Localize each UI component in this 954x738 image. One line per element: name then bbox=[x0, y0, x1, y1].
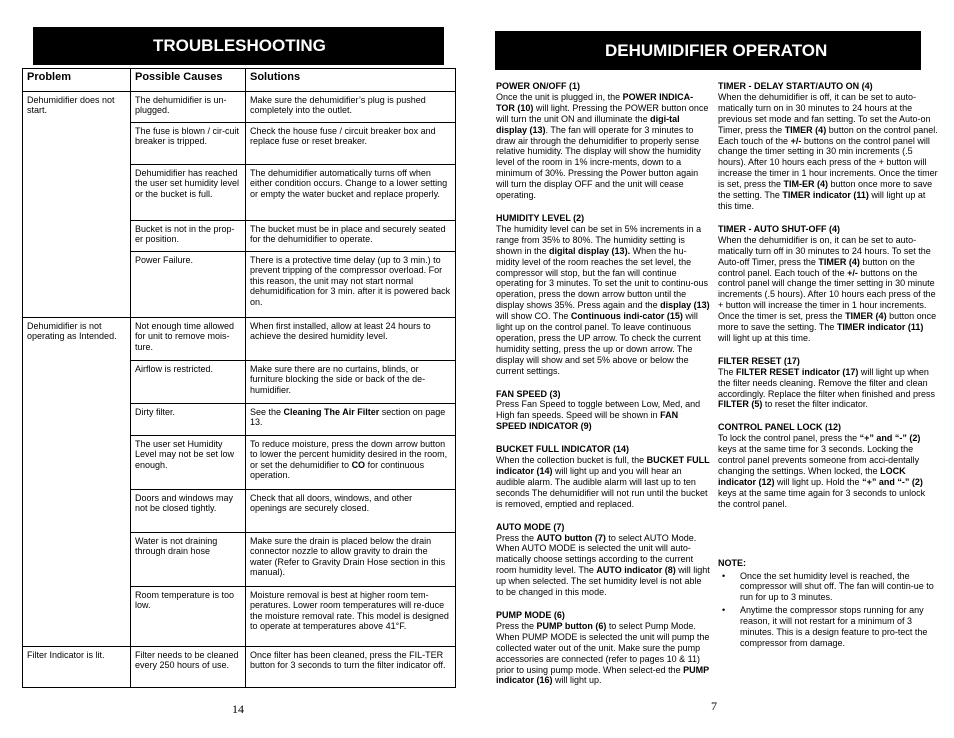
problem-cell: Dehumidifier is not operating as Intended. bbox=[23, 318, 131, 647]
text-segment: To reduce moisture, press the down arrow button to lower the percent humidity desired in the room, or set the dehumidifier to bbox=[250, 439, 448, 470]
bold-text: “+” and “-” (2) bbox=[862, 476, 923, 487]
table-row bbox=[23, 92, 456, 123]
text-segment: When the dehumidifier is on, it can be set to auto-matically turn off in 30 minutes to 24 hours. To set the Auto-off Timer, press the bbox=[718, 234, 931, 267]
note-box bbox=[718, 558, 938, 649]
section-body bbox=[496, 455, 710, 510]
text-segment: section on page 13. bbox=[250, 407, 446, 428]
bold-text: TIM-ER (4) bbox=[783, 179, 829, 190]
cause-cell: Doors and windows may not be closed tightly. bbox=[131, 490, 246, 533]
cause-cell: Airflow is restricted. bbox=[131, 361, 246, 404]
operation-section bbox=[496, 610, 710, 686]
text-segment: will light up on the control panel. To leave continuous operation, press the UP arrow. To check the current humidity setting, press the up or down arrow. The display will show and set 5% above or below the current settings. bbox=[496, 311, 701, 376]
section-body bbox=[496, 92, 710, 201]
section-title: TIMER - AUTO SHUT-OFF (4) bbox=[718, 223, 840, 234]
text-segment: Make sure there are no curtains, blinds, or furniture blocking the side or back of the de-humidifier. bbox=[250, 364, 426, 395]
text-segment: Press the bbox=[496, 620, 537, 631]
text-segment: Moisture removal is best at higher room tem-peratures. Lower room temperatures will re-duce the moisture removal rate. This model is designed to operate at temperatures above 41°F. bbox=[250, 590, 449, 632]
section-title: PUMP MODE (6) bbox=[496, 609, 565, 620]
bold-text: TIMER indicator (11) bbox=[836, 322, 924, 333]
bold-text: LOCK indicator (12) bbox=[718, 466, 906, 487]
bold-text: +/- bbox=[790, 135, 802, 146]
operation-section bbox=[496, 522, 710, 598]
bold-text: TIMER indicator (11) bbox=[782, 190, 869, 201]
solution-cell bbox=[246, 361, 456, 404]
cause-cell: Dirty filter. bbox=[131, 404, 246, 436]
solution-cell bbox=[246, 436, 456, 490]
text-segment: Press the bbox=[496, 532, 537, 543]
table-row bbox=[23, 318, 456, 361]
section-body bbox=[496, 399, 710, 432]
section-title: BUCKET FULL INDICATOR (14) bbox=[496, 444, 630, 455]
bold-text: digital display (13). bbox=[549, 245, 631, 256]
text-segment: When the hu-midity level of the room reaches the set level, the compressor will stop, but the fan will continue operating for 3 minutes. To set the unit to continu-ous operation, press the down arrow button until the display shows 35%. Press again and the bbox=[496, 245, 708, 311]
solution-cell bbox=[246, 92, 456, 123]
bold-text: digi-tal display (13) bbox=[496, 113, 680, 135]
bold-text: POWER INDICA-TOR (10) bbox=[496, 91, 694, 113]
text-segment: . The fan will operate for 3 minutes to draw air through the dehumidifier to properly sense relative humidity. The display will show the humidity level of the room in 1% incre-ments, down to a minimum of 30%. Pressing the Power button again will turn the display OFF and the unit will cease operating. bbox=[496, 124, 701, 201]
note-title: NOTE: bbox=[718, 557, 747, 568]
text-segment: will light up and you will hear an audible alarm. The audible alarm will last up to ten seconds The dehumidifier will not run until the bucket is removed, emptied and replaced. bbox=[496, 466, 708, 509]
bold-text: TIMER (4) bbox=[845, 311, 887, 322]
table-row bbox=[23, 647, 456, 688]
bold-text: PUMP indicator (16) bbox=[496, 664, 709, 686]
text-segment: to select Pump Mode. When PUMP MODE is selected the unit will pump the collected water out of the unit. Make sure the pump accessories are connected (refer to pages 10 & 11) prior to using pump mode. When select-ed the bbox=[496, 620, 710, 675]
text-segment: The dehumidifier automatically turns off when either condition occurs. Change to a lower setting or empty the water bucket and replace properly. bbox=[250, 168, 448, 199]
text-segment: will light up. Hold the bbox=[774, 476, 863, 487]
solution-cell bbox=[246, 533, 456, 587]
text-segment: Make sure the dehumidifier’s plug is pushed completely into the outlet. bbox=[250, 95, 426, 116]
text-segment: buttons on the control panel will change the timer setting in 30 minute increments (.5 hours). After 10 hours each press of the + button will increase the timer in 1 hour increments. Once the timer is set, press the bbox=[718, 267, 936, 322]
bold-text: +/- bbox=[847, 267, 858, 278]
problem-cell: Dehumidifier does not start. bbox=[23, 92, 131, 318]
solution-cell bbox=[246, 165, 456, 221]
cause-cell: Bucket is not in the prop-er position. bbox=[131, 221, 246, 252]
text-segment: button once more to save the setting. The bbox=[718, 179, 933, 201]
section-title: CONTROL PANEL LOCK (12) bbox=[718, 422, 842, 433]
text-segment: to select AUTO Mode. When AUTO MODE is selected the unit will auto-matically choose settings according to the current room humidity level. The bbox=[496, 532, 697, 576]
operation-section bbox=[496, 444, 710, 509]
bold-text: AUTO button (7) bbox=[536, 532, 606, 543]
note-item: • Once the set humidity level is reached, the compressor will shut off. The fan will contin-ue to run for up to 3 minutes. bbox=[740, 571, 938, 604]
section-body bbox=[718, 367, 938, 411]
text-segment: will light up when selected. The set humidity level is not able to be changed in this mode. bbox=[496, 565, 710, 598]
page-number-left: 14 bbox=[232, 702, 244, 716]
operation-section bbox=[718, 81, 938, 212]
solution-cell bbox=[246, 587, 456, 647]
text-segment: Check that all doors, windows, and other openings are securely closed. bbox=[250, 493, 413, 514]
bold-text: “+” and “-” (2) bbox=[859, 433, 921, 444]
text-segment: See the bbox=[250, 407, 284, 417]
section-title: FILTER RESET (17) bbox=[718, 355, 800, 366]
solution-cell bbox=[246, 647, 456, 688]
text-segment: keys at the same time again for 3 seconds to unlock the control panel. bbox=[718, 487, 926, 509]
cause-cell: Water is not draining through drain hose bbox=[131, 533, 246, 587]
solution-cell bbox=[246, 404, 456, 436]
text-segment: When the dehumidifier is off, it can be set to auto-matically turn on in 30 minutes to 24 hours at the previous set mode and fan setting. To set the Auto-on Timer, press the bbox=[718, 91, 931, 135]
bold-text: TIMER (4) bbox=[818, 256, 860, 267]
troubleshooting-table bbox=[22, 68, 456, 688]
section-title: TIMER - DELAY START/AUTO ON (4) bbox=[718, 81, 873, 91]
cause-cell: Dehumidifier has reached the user set humidity level or the bucket is full. bbox=[131, 165, 246, 221]
table-header-row bbox=[23, 69, 456, 92]
bold-text: CO bbox=[351, 459, 366, 470]
text-segment: The bbox=[718, 366, 737, 377]
text-segment: keys at the same time for 3 seconds. Locking the control panel prevents someone from acci-dentally changing the settings. When locked, the bbox=[718, 444, 920, 476]
text-segment: button on the control panel. Each touch of the bbox=[718, 256, 915, 278]
section-body bbox=[496, 533, 710, 598]
cause-cell: Room temperature is too low. bbox=[131, 587, 246, 647]
text-segment: buttons on the control panel will change the timer setting in 30 min increments (.5 hours). After 10 hours each press of the + button will increase the timer in 1 hour increments. Once the timer is set, press the bbox=[718, 135, 938, 190]
text-segment: to reset the filter indicator. bbox=[762, 399, 868, 410]
header-problem: Problem bbox=[23, 69, 131, 92]
text-segment: When the collection bucket is full, the bbox=[496, 455, 647, 466]
cause-cell: Filter needs to be cleaned every 250 hours of use. bbox=[131, 647, 246, 688]
text-segment: for continuous operation. bbox=[250, 459, 425, 481]
text-segment: Once the unit is plugged in, the bbox=[496, 91, 623, 102]
section-title: HUMIDITY LEVEL (2) bbox=[496, 212, 585, 223]
cause-cell: Not enough time allowed for unit to remove mois-ture. bbox=[131, 318, 246, 361]
text-segment: Check the house fuse / circuit breaker box and replace fuse or reset breaker. bbox=[250, 126, 436, 147]
text-segment: The humidity level can be set in 5% increments in a range from 35% to 80%. The humidity setting is shown in the bbox=[496, 223, 702, 256]
note-list bbox=[718, 571, 938, 649]
bold-text: TIMER (4) bbox=[784, 124, 827, 135]
operation-section bbox=[496, 81, 710, 201]
section-body bbox=[718, 433, 938, 509]
bold-text: Continuous indi-cator (15) bbox=[570, 311, 683, 322]
page-number-right: 7 bbox=[711, 699, 717, 713]
text-segment: will light up at this time. bbox=[718, 190, 926, 211]
text-segment: Once filter has been cleaned, press the FIL-TER button for 3 seconds to turn the filter indicator off. bbox=[250, 650, 446, 671]
bold-text: FILTER (5) bbox=[718, 399, 763, 410]
cause-cell: The dehumidifier is un-plugged. bbox=[131, 92, 246, 123]
cause-cell: The fuse is blown / cir-cuit breaker is tripped. bbox=[131, 123, 246, 165]
text-segment: will light up at this time. bbox=[718, 332, 811, 343]
section-body bbox=[718, 235, 938, 344]
solution-cell bbox=[246, 123, 456, 165]
bold-text: AUTO indicator (8) bbox=[596, 565, 676, 576]
section-title: AUTO MODE (7) bbox=[496, 521, 565, 532]
bold-text: BUCKET FULL indicator (14) bbox=[496, 455, 710, 476]
operation-banner: DEHUMIDIFIER OPERATON bbox=[495, 31, 921, 70]
text-segment: button once more to save the setting. The bbox=[718, 311, 937, 333]
solution-cell bbox=[246, 490, 456, 533]
bold-text: Cleaning The Air Filter bbox=[283, 407, 380, 417]
section-title: POWER ON/OFF (1) bbox=[496, 81, 580, 91]
problem-cell: Filter Indicator is lit. bbox=[23, 647, 131, 688]
text-segment: The bucket must be in place and securely seated for the dehumidifier to operate. bbox=[250, 224, 446, 245]
section-body bbox=[496, 224, 710, 377]
text-segment: button on the control panel. Each touch of the bbox=[718, 124, 938, 146]
text-segment: There is a protective time delay (up to 3 min.) to prevent tripping of the compressor overload. For this reason, the unit may not start normal dehumidification for 3 min. after it is powered back on. bbox=[250, 255, 451, 307]
operation-section bbox=[496, 213, 710, 377]
bold-text: FILTER RESET indicator (17) bbox=[736, 366, 859, 377]
note-title-text: NOTE bbox=[718, 557, 744, 568]
note-item: • Anytime the compressor stops running for any reason, it will not restart for a minimum of 3 minutes. This is a design feature to pro-tect the compressor from damage. bbox=[740, 605, 938, 649]
operation-section bbox=[718, 422, 938, 509]
text-segment: When first installed, allow at least 24 hours to achieve the desired humidity level. bbox=[250, 321, 431, 342]
text-segment: will light up when the filter needs cleaning. Remove the filter and clean accordingly. Replace the filter when finished and press bbox=[718, 366, 935, 399]
text-segment: will show CO. The bbox=[496, 311, 571, 322]
cause-cell: The user set Humidity Level may not be set low enough. bbox=[131, 436, 246, 490]
bold-text: PUMP button (6) bbox=[536, 620, 607, 631]
text-segment: Make sure the drain is placed below the drain connector nozzle to allow gravity to drain the water (Refer to Gravity Drain Hose section in this manual). bbox=[250, 536, 446, 578]
section-body bbox=[496, 621, 710, 686]
solution-cell bbox=[246, 318, 456, 361]
header-solutions: Solutions bbox=[246, 69, 456, 92]
troubleshooting-banner: TROUBLESHOOTING bbox=[33, 27, 444, 65]
operation-column-right bbox=[718, 81, 938, 651]
operation-section bbox=[718, 356, 938, 411]
section-title: FAN SPEED (3) bbox=[496, 388, 561, 399]
operation-section bbox=[496, 389, 710, 433]
operation-column-left bbox=[496, 81, 710, 698]
cause-cell: Power Failure. bbox=[131, 252, 246, 318]
solution-cell bbox=[246, 221, 456, 252]
text-segment: will light. Pressing the POWER button once will turn the unit ON and illuminate the bbox=[496, 102, 709, 124]
header-possible-causes: Possible Causes bbox=[131, 69, 246, 92]
text-segment: To lock the control panel, press the bbox=[718, 433, 860, 444]
operation-section bbox=[718, 224, 938, 344]
text-segment: will light up. bbox=[552, 675, 602, 686]
section-body bbox=[718, 92, 938, 212]
solution-cell bbox=[246, 252, 456, 318]
bold-text: FAN SPEED INDICATOR (9) bbox=[496, 410, 679, 432]
text-segment: Press Fan Speed to toggle between Low, Med, and High fan speeds. Speed will be shown in bbox=[496, 399, 701, 421]
bold-text: display (13) bbox=[660, 300, 710, 311]
